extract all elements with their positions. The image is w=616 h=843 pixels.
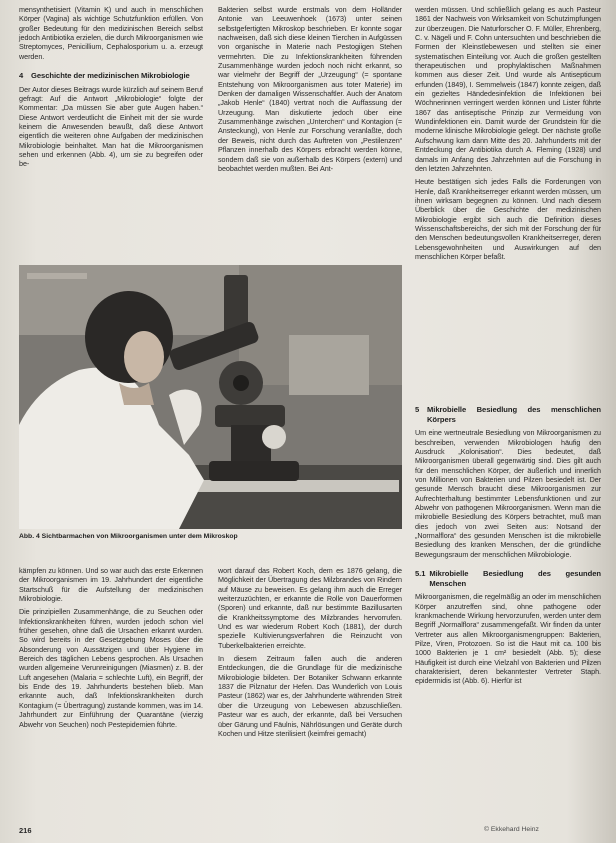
paragraph: mensynthetisiert (Vitamin K) und auch in menschlichen Körper (Vagina) als wichtige Schutzfunktion erfüllen. Von großer Bedeutung für den medizinischen Bereich selbst jedoch Antibiotika erzielen, die durch Mikroorganismen wie Streptomyces, Penicillium, Cephalosporium u. a. erzeugt werden. [19,5,203,61]
column-3-top [415,5,601,261]
column-1-bottom [19,566,203,729]
paragraph: Heute bestätigen sich jedes Falls die Forderungen von Henle, daß Krankheitserreger erkannt werden müssen, um ihnen wirksam begegnen zu können. Und nach diesem Überblick über die Geschichte der medizinischen Mikrobiologie ergibt sich auch die Definition dieses Wissenschaftsbereichs, der sich mit der Forschung der für den Menschen bedeutungsvollen Krankheitserreger, deren Lebensgewohnheiten und Auswirkungen auf den menschlichen Körper befaßt. [415,177,601,261]
section-heading-4 [19,71,203,81]
microscope-photo-image [19,265,402,529]
section-heading-5 [415,405,601,424]
section-title: Geschichte der medizinischen Mikrobiologie [31,71,190,81]
paragraph: Der Autor dieses Beitrags wurde kürzlich auf seinem Beruf gefragt: Auf die Antwort „Mikrobiologie“ folgte der Kommentar: „Da müssen Sie aber gute Augen haben.“ Diese Antwort verdeutlicht die Einheit mit der sie wurde keinem die Anwesenden bewußt, daß diese Antwort eigentlich die weiteren ohne Aufgaben der medizinischen Mikrobiologie beinhaltet. Man hat die Mikroorganismen sehen und erkennen (Abb. 4), um sie zu begreifen oder be- [19,84,203,169]
page-number: 216 [19,826,32,835]
microscope-photo [19,265,402,529]
section-number: 5.1 [415,569,426,578]
figure-caption: Abb. 4 Sichtbarmachen von Mikroorganismen unter dem Mikroskop [19,533,238,540]
paragraph: Mikroorganismen, die regelmäßig an oder im menschlichen Körper anzutreffen sind, ohne pathogene oder krankmachende Wirkung hervorzurufen, werden unter dem Begriff „Normalflora“ zusammengefaßt. Wir finden da unter Vertreter aus allen Mikroorganismengruppen: Bakterien, Pilze, Viren, Protozoen. So ist die Haut mit ca. 100 bis 1000 Bakterien je 1 cm² besiedelt (Abb. 5); diese Häufigkeit ist durch eine Vielzahl von Bakterien und Pilzen charakterisiert, deren bekanntester Vertreter Staph. epidermidis ist (Abb. 6). Hierfür ist [415,592,601,686]
column-2-top [218,5,402,173]
paragraph: kämpfen zu können. Und so war auch das erste Erkennen der Mikroorganismen im 19. Jahrhundert der eigentliche Startschuß für die Aufstellung der medizinischen Mikrobiologie. [19,566,203,604]
column-2-bottom [218,566,402,738]
section-title: Mikrobielle Besiedlung des gesunden Menschen [429,569,601,588]
paragraph: In diesem Zeitraum fallen auch die anderen Entdeckungen, die die Grundlage für die medizinische Mikrobiologie bildeten. Der Botaniker Schwann erkannte 1837 die Pilznatur der Hefen. Das Wunderlich von Louis Pasteur (1862) war es, der Jahrhunderte währenden Streit über die Urzeugung von Lebewesen abzuschließen. Pasteur war es auch, der erkannte, daß bei Versuchen über Gärung und Fäulnis, Nährlösungen und Geräte durch Kochen und Hitze sterilisiert (keimfrei gemacht) [218,654,402,738]
section-number: 5 [415,405,420,414]
paragraph: Um eine wertneutrale Besiedlung von Mikroorganismen zu beschreiben, verwenden Mikrobiologen häufig den Ausdruck „Kolonisation“. Dies bedeutet, daß Mikroorganismen überall gegenwärtig sind. Dies gilt auch für den menschlichen Körper, der äußerlich und innerlich von Millionen von Bakterien und Pilzen besiedelt ist. Der gesunde Mensch braucht diese Mikroorganismen zur Aufrechterhaltung bestimmter Lebensfunktionen und zur Abwehr von pathogenen Mikroorganismen. Wenn man die mikrobielle Besiedlung des Körpers betrachtet, muß man dies jedoch von zwei Seiten aus: Notsand der „Normalflora“ des gesunden Menschen ist die mikrobielle Besiedlung des kranken Menschen, der die gründliche Bewegungsraum der menschlichen Mikrobiologie. [415,428,601,559]
paragraph: Die prinzipiellen Zusammenhänge, die zu Seuchen oder Infektionskrankheiten führen, wurden jedoch schon viel früher gesehen, ohne daß die Ursachen erkannt wurden. So wird bereits in der Gesetzgebung Moses über die Absonderung von Aussätzigen und über Hygiene im Bereich des täglichen Lebens gesprochen. Als Ursachen wurden allgemeine Verunreinigungen (Miasmen) z. B. der Luft angesehen (Malaria = schlechte Luft), ein Begriff, der bis Ende des 19. Jahrhunderts bestehen blieb. Man erkannte auch, daß Infektionskrankheiten durch Kontagium (= Übertragung) zustande kommen, was im 14. Jahrhundert zur Einführung der Quarantäne (vierzig Abwehr von Seuchen) noch Pestepidemien führte. [19,607,203,729]
footer-brand: © Ekkehard Heinz [484,826,539,833]
section-title: Mikrobielle Besiedlung des menschlichen Körpers [427,405,601,424]
paragraph: werden müssen. Und schließlich gelang es auch Pasteur 1861 der Nachweis von Wirksamkeit von Schutzimpfungen zur überzeugen. Die Naturforscher O. F. Müller, Ehrenberg, C. v. Nägeli und F. Cohn untersuchten und beschrieben die Formen der Kleinstlebewesen und stellten sie einer systematischen Einteilung vor. Auch die großen gestellten therapeutischen und prophylaktischen Maßnahmen kommen aus dieser Zeit. Und wurde als Antisepticum erfunden (1849), I. Semmelweis (1847) konnte zeigen, daß ein gezieltes Händedesinfektion die Infektionen bei Wöchnerinnen verringert werden können und Lister führte 1867 das antiseptische Prinzip zur Vermeidung von Wundinfektionen ein. Damit wurde der Grundstein für die moderne klinische Mikrobiologie gelegt. Der nächste große Aufschwung kam dann Mitte des 20. Jahrhunderts mit der Entdeckung der Antibiotika durch A. Fleming (1928) und damals im Anfang des Jahrzehnten auf die Forschung in den letzten Jahrzehnten. [415,5,601,173]
section-heading-5-1 [415,569,601,588]
paragraph: wort darauf das Robert Koch, dem es 1876 gelang, die Möglichkeit der Übertragung des Milzbrandes von Rindern auf Mäuse zu beweisen. Es gelang ihm auch die Erreger weiterzuzüchten, er erkannte die Rolle von Dauerformen (Sporen) und erkannte, daß nur bestimmte Bazillusarten die Krankheitssymptome des Milzbrandes hervorrufen. Und es war wiederum Robert Koch (1881), der durch spezielle Kultivierungsverfahren die Reinzucht von Tuberkelbakterien erreichte. [218,566,402,650]
column-3-bottom [415,395,601,686]
column-1-top [19,5,203,169]
paragraph: Bakterien selbst wurde erstmals von dem Holländer Antonie van Leeuwenhoek (1673) unter seinen selbstgefertigten Mikroskop beschrieben. Er konnte sogar nachweisen, daß sich diese kleinen Tierchen in Aufgüssen von organische in Materie nach Pestogiigen Stehen vermehrten. Die zu Infektionskrankheiten führenden Zusammenhänge wurden jedoch noch nicht erkannt, so war vielmehr der Begriff der „Urzeugung“ (= spontane Entstehung von Mikroorganismen aus toter Materie) im Denken der damaligen Wissenschaftler. Auch der Anatom „Jakob Henle“ (1840) vertrat noch die Auffassung der Urzeugung. Man diskutierte jedoch über eine Zusammenhänge zwischen „Unterchen“ und Kontagion (= Ansteckung), von Henle zur Forschung veranlaßte, doch der Beweis, nicht durch das Auftreten von „Pestilenzen“ Pflanzen innerhalb des Körpers erbracht werden könne, sondern daß sie von außerhalb des Körpers (extern) und beobachtet werden mußten. Bei Ant- [218,5,402,173]
section-number: 4 [19,71,24,81]
